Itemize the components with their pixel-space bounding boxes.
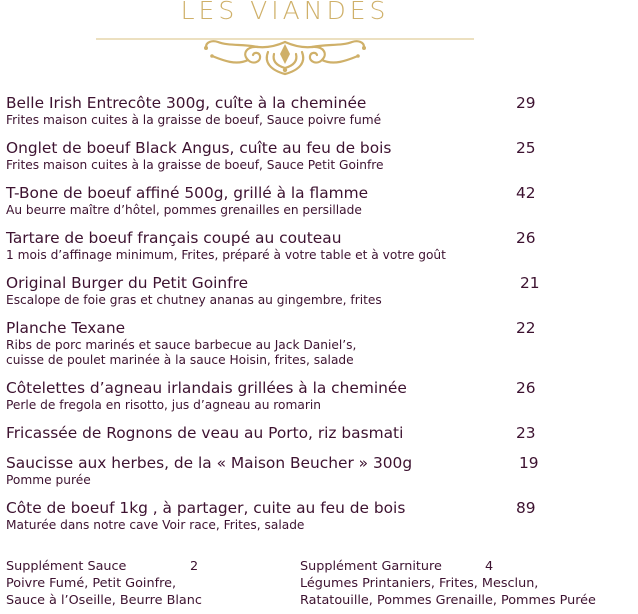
dish-item <box>6 424 536 443</box>
dish-name: Belle Irish Entrecôte 300g, cuîte à la cheminée <box>6 94 367 112</box>
dish-item <box>6 319 536 368</box>
supplement-sauce-price: 2 <box>190 559 199 574</box>
dish-description: Escalope de foie gras et chutney ananas au gingembre, frites <box>6 293 382 307</box>
supplement-sauce-label: Supplément Sauce <box>6 559 127 574</box>
dish-description: Ribs de porc marinés et sauce barbecue au Jack Daniel’s, <box>6 338 357 352</box>
dish-item <box>6 229 536 263</box>
supplement-garniture-price: 4 <box>485 559 494 574</box>
dish-description: Perle de fregola en risotto, jus d’agneau au romarin <box>6 398 321 412</box>
dish-name: Côtelettes d’agneau irlandais grillées à la cheminée <box>6 379 407 397</box>
dish-price: 22 <box>516 319 536 337</box>
dish-item <box>6 139 536 173</box>
dish-price: 21 <box>520 274 540 292</box>
supplement-sauce <box>6 558 202 609</box>
dish-price: 19 <box>519 454 539 472</box>
dish-item <box>6 274 540 308</box>
dish-item <box>6 499 536 533</box>
dish-description: Maturée dans notre cave Voir race, Frites, salade <box>6 518 305 532</box>
dish-description: Frites maison cuites à la graisse de boeuf, Sauce poivre fumé <box>6 113 382 127</box>
supplement-garniture-options-line: Légumes Printaniers, Frites, Mesclun, <box>300 576 539 591</box>
dish-description: Pomme purée <box>6 473 91 487</box>
dish-name: Tartare de boeuf français coupé au couteau <box>6 229 342 247</box>
supplement-garniture <box>300 558 596 609</box>
dish-item <box>6 94 536 128</box>
dish-item <box>6 379 536 413</box>
dish-name: Planche Texane <box>6 319 126 337</box>
page-title: LES VIANDES <box>180 0 390 25</box>
supplement-sauce-options-line: Sauce à l’Oseille, Beurre Blanc <box>6 593 202 608</box>
dish-description: Au beurre maître d’hôtel, pommes grenailles en persillade <box>6 203 362 217</box>
dish-price: 29 <box>516 94 536 112</box>
dish-name: Original Burger du Petit Goinfre <box>6 274 249 292</box>
dish-price: 42 <box>516 184 536 202</box>
gold-flourish-divider <box>96 32 474 78</box>
supplement-garniture-label: Supplément Garniture <box>300 559 442 574</box>
dish-price: 25 <box>516 139 536 157</box>
dish-item <box>6 184 536 218</box>
dish-item <box>6 454 539 488</box>
dish-name: T-Bone de boeuf affiné 500g, grillé à la flamme <box>6 184 369 202</box>
supplement-garniture-options-line: Ratatouille, Pommes Grenaille, Pommes Purée <box>300 593 596 608</box>
dish-price: 23 <box>516 424 536 442</box>
dish-price: 26 <box>516 379 536 397</box>
dish-name: Onglet de boeuf Black Angus, cuîte au feu de bois <box>6 139 392 157</box>
dish-name: Côte de boeuf 1kg , à partager, cuite au feu de bois <box>6 499 406 517</box>
dish-name: Saucisse aux herbes, de la « Maison Beucher » 300g <box>6 454 413 472</box>
dish-description: 1 mois d’affinage minimum, Frites, préparé à votre table et à votre goût <box>6 248 446 262</box>
dish-price: 26 <box>516 229 536 247</box>
supplement-sauce-options-line: Poivre Fumé, Petit Goinfre, <box>6 576 177 591</box>
dish-name: Fricassée de Rognons de veau au Porto, riz basmati <box>6 424 404 442</box>
dish-price: 89 <box>516 499 536 517</box>
dish-description: cuisse de poulet marinée à la sauce Hoisin, frites, salade <box>6 353 354 367</box>
dish-description: Frites maison cuites à la graisse de boeuf, Sauce Petit Goinfre <box>6 158 384 172</box>
